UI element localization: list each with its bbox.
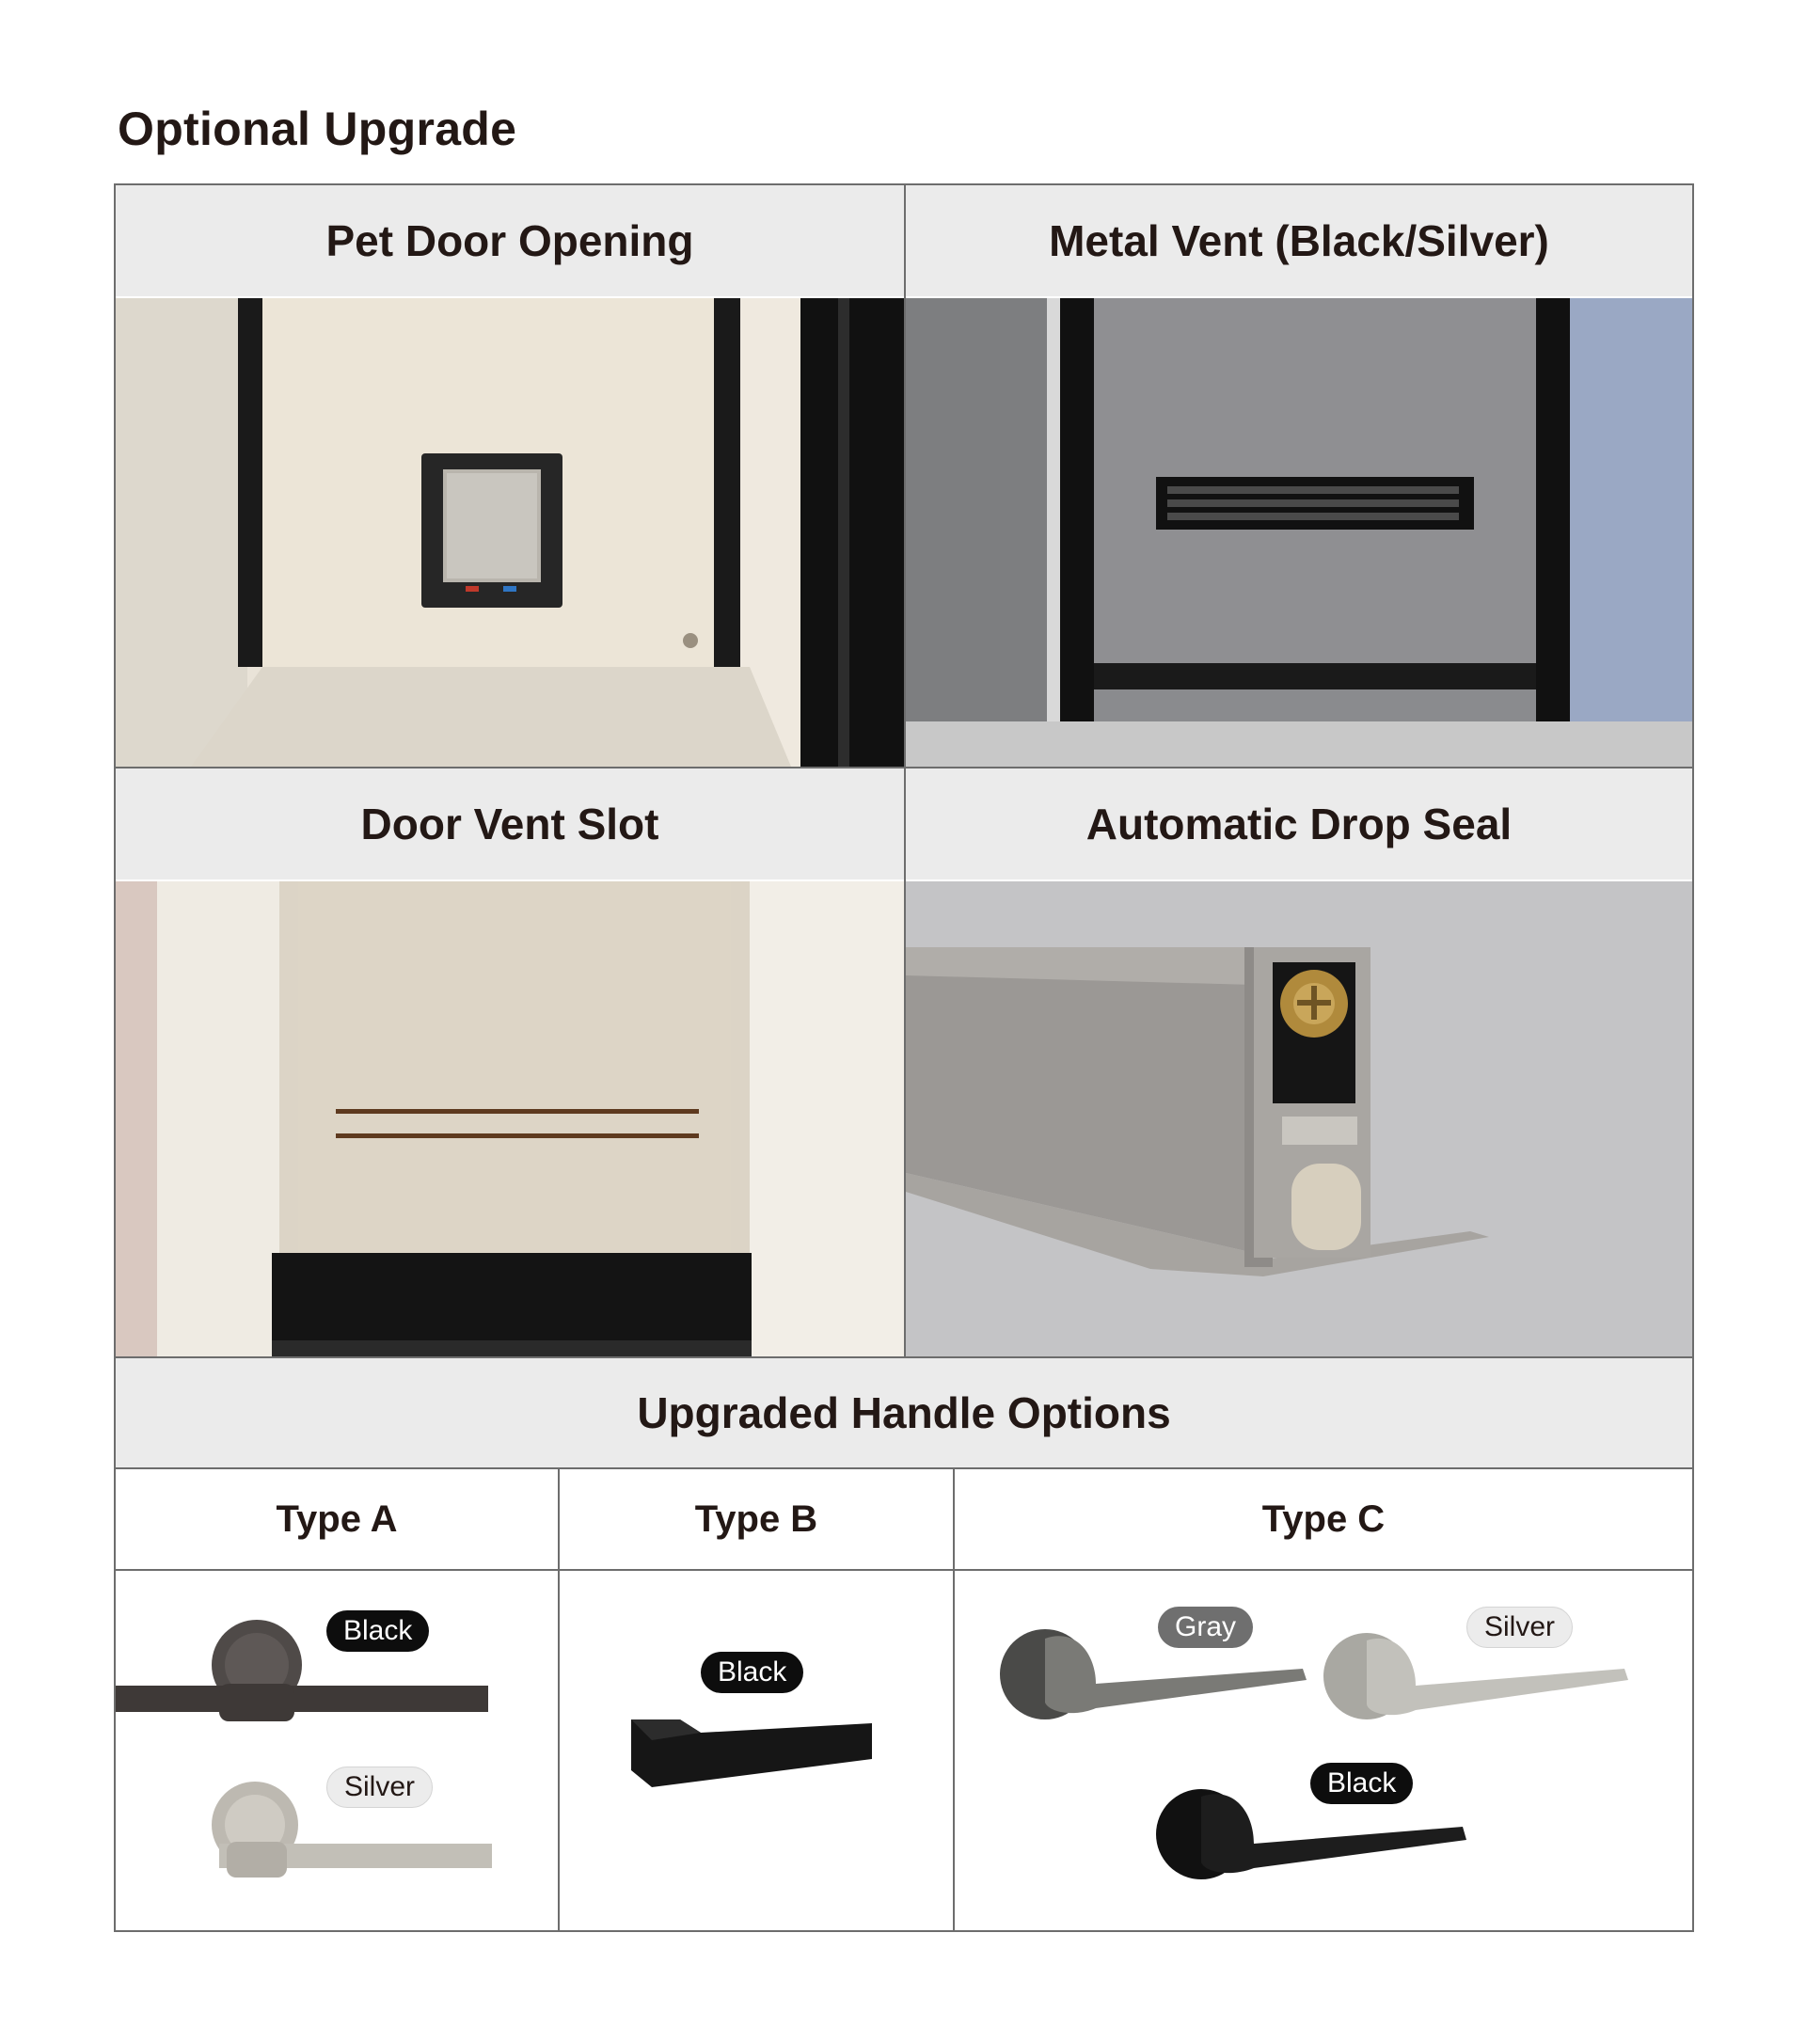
handles-header bbox=[116, 1358, 1692, 1467]
metal-vent-header bbox=[906, 185, 1692, 296]
drop-seal-header bbox=[906, 768, 1692, 879]
type-c-handle-images bbox=[955, 1571, 1692, 1930]
door-vent-slot-header bbox=[116, 768, 904, 879]
pet-door-header bbox=[116, 185, 904, 296]
type-c-header bbox=[955, 1469, 1692, 1569]
type-c-label: Type C bbox=[1261, 1497, 1386, 1540]
drop-seal-title: Automatic Drop Seal bbox=[1085, 800, 1513, 848]
type-a-label: Type A bbox=[276, 1497, 398, 1540]
type-a-header bbox=[116, 1469, 558, 1569]
page-title: Optional Upgrade bbox=[118, 103, 517, 155]
type-b-handles bbox=[560, 1571, 953, 1930]
type-b-label: Type B bbox=[694, 1497, 818, 1540]
metal-vent-title: Metal Vent (Black/Silver) bbox=[1049, 216, 1549, 265]
drop-seal-photo bbox=[906, 881, 1692, 1356]
door-vent-slot-photo bbox=[116, 881, 904, 1356]
type-b-handle-images bbox=[560, 1571, 953, 1930]
pet-door-photo bbox=[116, 298, 904, 767]
finish-badge-silver: Silver bbox=[326, 1767, 433, 1808]
pet-door-title: Pet Door Opening bbox=[325, 216, 694, 265]
upgrade-table bbox=[114, 183, 1694, 1932]
finish-badge-black: Black bbox=[701, 1652, 803, 1693]
type-c-handles bbox=[955, 1571, 1692, 1930]
handles-title: Upgraded Handle Options bbox=[637, 1388, 1171, 1437]
type-a-handles bbox=[116, 1571, 558, 1930]
finish-badge-black: Black bbox=[326, 1610, 429, 1652]
type-b-header bbox=[560, 1469, 953, 1569]
metal-vent-photo bbox=[906, 298, 1692, 767]
finish-badge-black: Black bbox=[1310, 1763, 1413, 1804]
finish-badge-gray: Gray bbox=[1158, 1607, 1253, 1648]
door-vent-slot-title: Door Vent Slot bbox=[360, 800, 659, 848]
finish-badge-silver: Silver bbox=[1466, 1607, 1573, 1648]
